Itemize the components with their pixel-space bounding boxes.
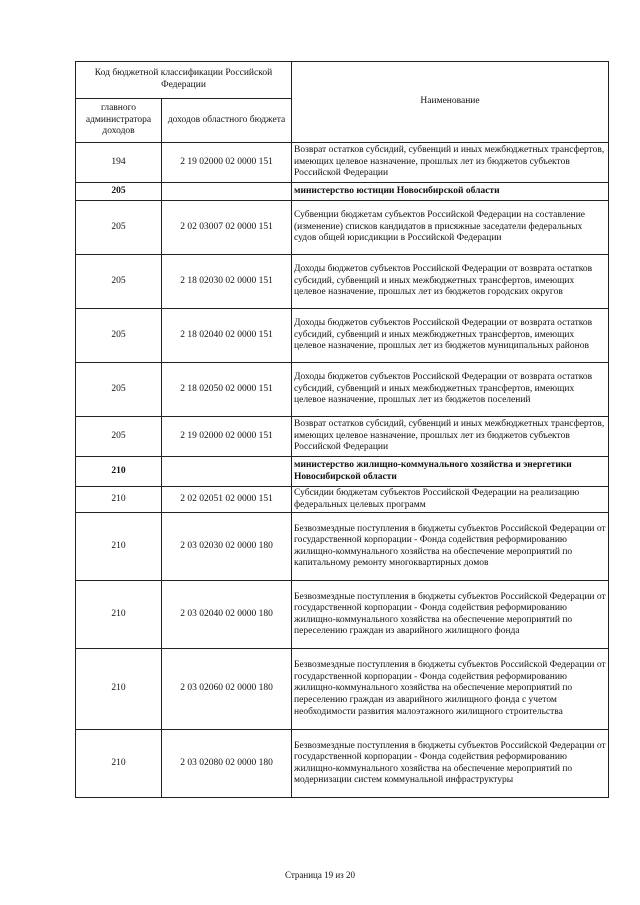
header-code-group: Код бюджетной классификации Российской Федерации xyxy=(76,62,292,99)
table-row xyxy=(76,730,609,798)
table-row xyxy=(76,363,609,417)
table-row xyxy=(76,417,609,457)
admin-code-cell: 205 xyxy=(76,201,162,255)
table-row xyxy=(76,487,609,513)
name-cell: министерство жилищно-коммунального хозяйства и энергетики Новосибирской области xyxy=(292,457,609,487)
admin-code-cell: 210 xyxy=(76,581,162,649)
admin-code-cell: 205 xyxy=(76,363,162,417)
table-row xyxy=(76,513,609,581)
income-code-cell xyxy=(162,183,292,201)
section-row xyxy=(76,183,609,201)
admin-code-cell: 210 xyxy=(76,513,162,581)
income-code-cell: 2 02 03007 02 0000 151 xyxy=(162,201,292,255)
income-code-cell xyxy=(162,457,292,487)
page-footer: Страница 19 из 20 xyxy=(285,870,355,880)
table-row xyxy=(76,309,609,363)
name-cell: Субсидии бюджетам субъектов Российской Федерации на реализацию федеральных целевых программ xyxy=(292,487,609,513)
admin-code-cell: 210 xyxy=(76,457,162,487)
admin-code-cell: 205 xyxy=(76,309,162,363)
income-code-cell: 2 18 02030 02 0000 151 xyxy=(162,255,292,309)
table-row xyxy=(76,143,609,183)
income-code-cell: 2 03 02040 02 0000 180 xyxy=(162,581,292,649)
income-code-cell: 2 19 02000 02 0000 151 xyxy=(162,417,292,457)
income-code-cell: 2 03 02030 02 0000 180 xyxy=(162,513,292,581)
admin-code-cell: 205 xyxy=(76,255,162,309)
name-cell: Безвозмездные поступления в бюджеты субъектов Российской Федерации от государственной корпорации - Фонда содействия реформированию жилищно-коммунального хозяйства на обеспечение мероприятий по капитальному ремонту многоквартирных домов xyxy=(292,513,609,581)
income-code-cell: 2 02 02051 02 0000 151 xyxy=(162,487,292,513)
income-code-cell: 2 03 02060 02 0000 180 xyxy=(162,649,292,730)
name-cell: Возврат остатков субсидий, субвенций и иных межбюджетных трансфертов, имеющих целевое назначение, прошлых лет из бюджетов субъектов Российской Федерации xyxy=(292,417,609,457)
admin-code-cell: 205 xyxy=(76,417,162,457)
income-code-cell: 2 03 02080 02 0000 180 xyxy=(162,730,292,798)
admin-code-cell: 210 xyxy=(76,487,162,513)
budget-classification-table xyxy=(75,61,609,798)
name-cell: министерство юстиции Новосибирской области xyxy=(292,183,609,201)
income-code-cell: 2 18 02040 02 0000 151 xyxy=(162,309,292,363)
admin-code-cell: 205 xyxy=(76,183,162,201)
name-cell: Безвозмездные поступления в бюджеты субъектов Российской Федерации от государственной корпорации - Фонда содействия реформированию жилищно-коммунального хозяйства на обеспечение мероприятий по модернизации систем коммунальной инфраструктуры xyxy=(292,730,609,798)
admin-code-cell: 194 xyxy=(76,143,162,183)
name-cell: Доходы бюджетов субъектов Российской Федерации от возврата остатков субсидий, субвенций и иных межбюджетных трансфертов, имеющих целевое назначение, прошлых лет из бюджетов муниципальных районов xyxy=(292,309,609,363)
name-cell: Безвозмездные поступления в бюджеты субъектов Российской Федерации от государственной корпорации - Фонда содействия реформированию жилищно-коммунального хозяйства на обеспечение мероприятий по переселению граждан из аварийного жилищного фонда с учетом необходимости развития малоэтажного жилищного строительства xyxy=(292,649,609,730)
name-cell: Возврат остатков субсидий, субвенций и иных межбюджетных трансфертов, имеющих целевое назначение, прошлых лет из бюджетов субъектов Российской Федерации xyxy=(292,143,609,183)
table-row xyxy=(76,255,609,309)
name-cell: Доходы бюджетов субъектов Российской Федерации от возврата остатков субсидий, субвенций и иных межбюджетных трансфертов, имеющих целевое назначение, прошлых лет из бюджетов поселений xyxy=(292,363,609,417)
header-name: Наименование xyxy=(292,62,609,143)
name-cell: Безвозмездные поступления в бюджеты субъектов Российской Федерации от государственной корпорации - Фонда содействия реформированию жилищно-коммунального хозяйства на обеспечение мероприятий по переселению граждан из аварийного жилищного фонда xyxy=(292,581,609,649)
table-row xyxy=(76,649,609,730)
name-cell: Субвенции бюджетам субъектов Российской Федерации на составление (изменение) списков кандидатов в присяжные заседатели федеральных судов общей юрисдикции в Российской Федерации xyxy=(292,201,609,255)
table-row xyxy=(76,581,609,649)
table-row xyxy=(76,201,609,255)
income-code-cell: 2 18 02050 02 0000 151 xyxy=(162,363,292,417)
header-income: доходов областного бюджета xyxy=(162,99,292,143)
header-admin: главного администратора доходов xyxy=(76,99,162,143)
income-code-cell: 2 19 02000 02 0000 151 xyxy=(162,143,292,183)
name-cell: Доходы бюджетов субъектов Российской Федерации от возврата остатков субсидий, субвенций и иных межбюджетных трансфертов, имеющих целевое назначение, прошлых лет из бюджетов городских округов xyxy=(292,255,609,309)
section-row xyxy=(76,457,609,487)
admin-code-cell: 210 xyxy=(76,649,162,730)
table-body xyxy=(76,143,609,798)
admin-code-cell: 210 xyxy=(76,730,162,798)
